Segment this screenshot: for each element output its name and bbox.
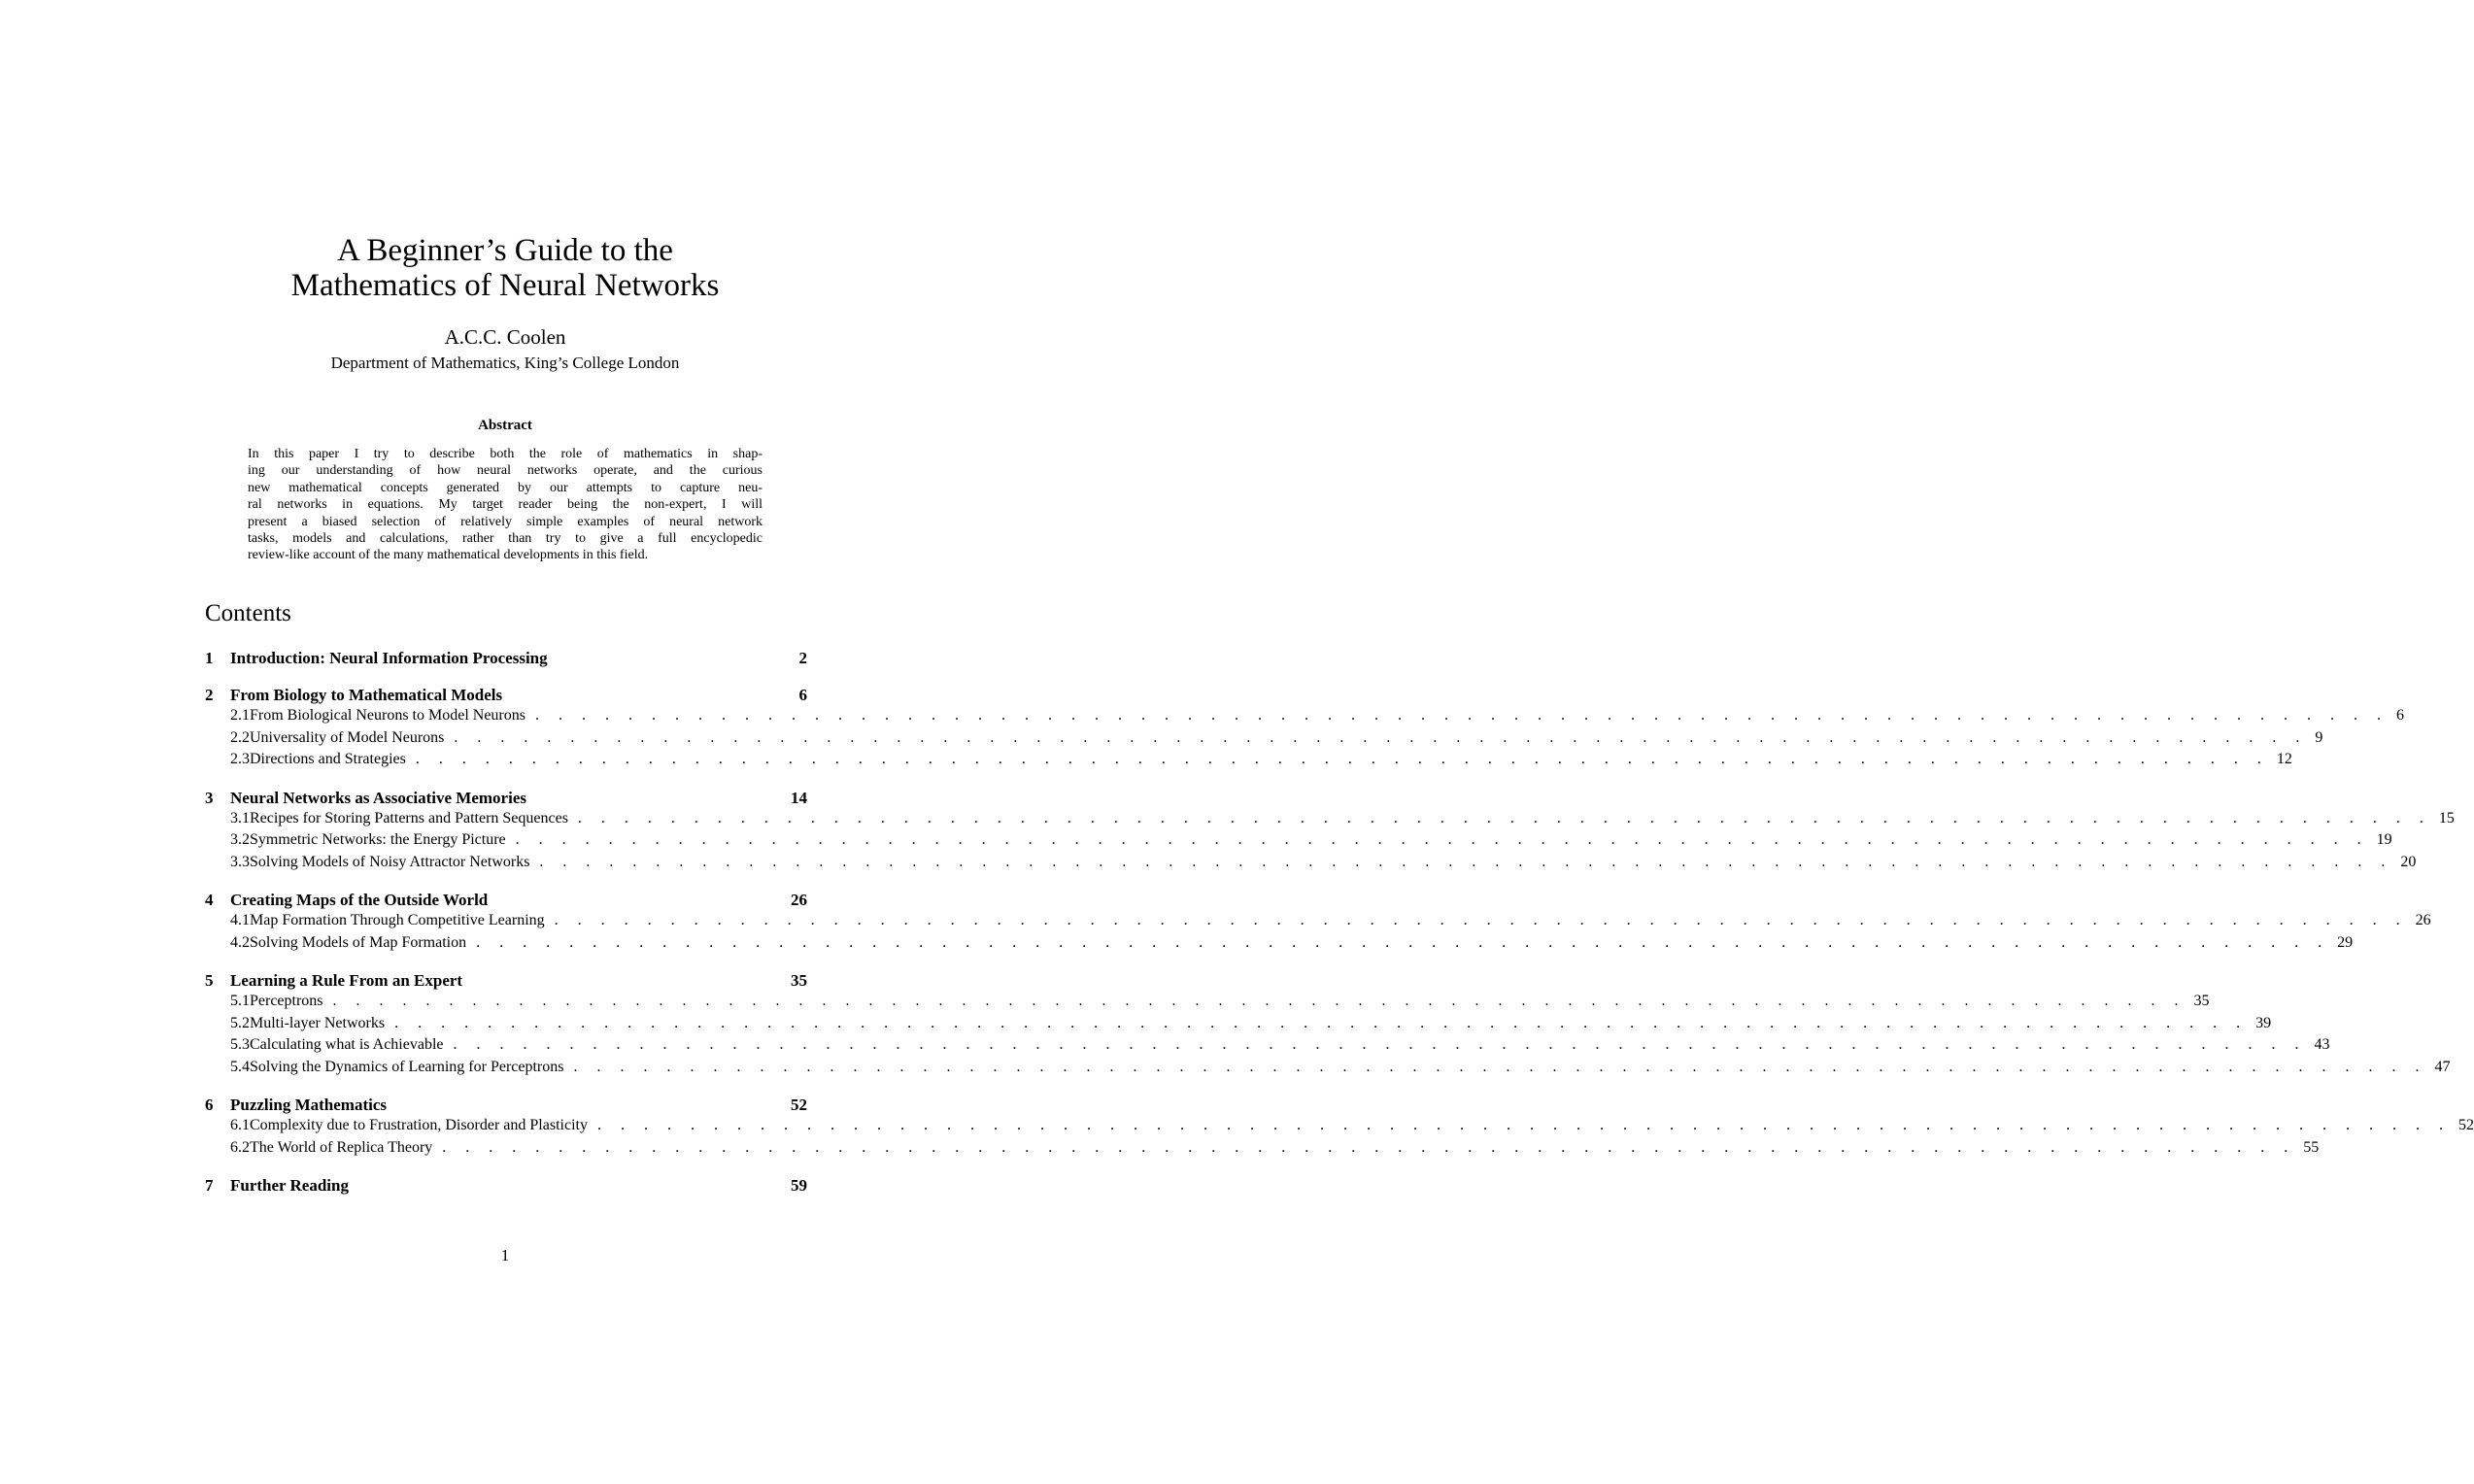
toc-leader-dots: . . . . . . . . . . . . . . . . . . . . . . . . . . . . . . . . . . . . . . . . . . . . . . . . . . . . . . . . . . . . . . . . . . . . . . . . . . . . . . . . [554,912,2408,928]
author-affiliation: Department of Mathematics, King’s College London [330,354,680,372]
toc-section-page: 35 [791,971,807,990]
toc-subsection-page: 12 [2276,751,2292,767]
toc-subsection-title: Perceptrons [250,993,323,1009]
toc-section-entry[interactable] [205,1176,807,1197]
toc-subsection-entry[interactable] [205,751,2292,773]
toc-subsection-entry[interactable] [205,853,2417,876]
abstract-line: review-like account of the many mathematical developments in this field. [248,548,649,563]
toc-leader-dots: . . . . . . . . . . . . . . . . . . . . . . . . . . . . . . . . . . . . . . . . . . . . . . . . . . . . . . . . . . . . . . . . . . . . . . . . . . . . . . . . [332,993,2186,1009]
toc-leader-dots: . . . . . . . . . . . . . . . . . . . . . . . . . . . . . . . . . . . . . . . . . . . . . . . . . . . . . . . . . . . . . . . . . . . . . . . . . . . . . . . . [415,751,2269,767]
toc-subsection-page: 6 [2395,707,2404,724]
paper-title [194,233,816,303]
toc-subsection-title: Multi-layer Networks [250,1014,386,1031]
toc-subsection-entry[interactable] [205,993,2210,1015]
toc-section-number: 3 [205,788,214,807]
toc-leader-dots: . . . . . . . . . . . . . . . . . . . . . . . . . . . . . . . . . . . . . . . . . . . . . . . . . . . . . . . . . . . . . . . . . . . . . . . . . . . . . . . . [394,1014,2249,1031]
toc-subsection-number: 4.2 [230,933,250,951]
toc-subsection-title: Solving Models of Map Formation [250,933,467,951]
toc-section-title: Introduction: Neural Information Processing [230,649,548,667]
toc-leader-dots: . . . . . . . . . . . . . . . . . . . . . . . . . . . . . . . . . . . . . . . . . . . . . . . . . . . . . . . . . . . . . . . . . . . . . . . . . . . . . . . . [596,1117,2451,1133]
toc-subsection-title: Symmetric Networks: the Energy Picture [250,831,506,848]
title-line-2: Mathematics of Neural Networks [290,268,720,303]
toc-subsection-number: 6.1 [230,1117,250,1133]
toc-subsection-page: 39 [2255,1014,2272,1031]
toc-section-number: 4 [205,891,214,909]
toc-subsection-page: 55 [2303,1138,2320,1156]
toc-section-number: 1 [205,649,214,667]
toc-subsection-page: 26 [2415,912,2431,928]
toc-subsection-title: Recipes for Storing Patterns and Pattern Sequences [250,809,568,826]
toc-section-title: Further Reading [230,1176,349,1195]
toc-leader-dots: . . . . . . . . . . . . . . . . . . . . . . . . . . . . . . . . . . . . . . . . . . . . . . . . . . . . . . . . . . . . . . . . . . . . . . . . . . . . . . . . [534,707,2389,724]
contents-heading: Contents [205,600,291,626]
abstract-heading: Abstract [478,418,532,433]
toc-subsection-number: 6.2 [230,1138,250,1156]
toc-subsection-entry[interactable] [205,831,2392,854]
toc-leader-dots: . . . . . . . . . . . . . . . . . . . . . . . . . . . . . . . . . . . . . . . . . . . . . . . . . . . . . . . . . . . . . . . . . . . . . . . . . . . . . . . . [454,728,2308,746]
toc-section-title: Neural Networks as Associative Memories [230,788,526,807]
toc-subsection-number: 3.3 [230,853,250,870]
toc-subsection-page: 43 [2314,1036,2330,1053]
toc-section-page: 6 [798,686,807,704]
toc-subsection-entry[interactable] [205,1014,2272,1037]
toc-leader-dots: . . . . . . . . . . . . . . . . . . . . . . . . . . . . . . . . . . . . . . . . . . . . . . . . . . . . . . . . . . . . . . . . . . . . . . . . . . . . . . . . [515,831,2369,848]
toc-section-entry[interactable] [205,789,807,810]
toc-subsection-title: From Biological Neurons to Model Neurons [250,707,525,724]
toc-subsection-title: Directions and Strategies [250,751,406,767]
toc-subsection-entry[interactable] [205,1117,2474,1139]
toc-subsection-number: 5.3 [230,1036,250,1053]
toc-subsection-entry[interactable] [205,1036,2330,1059]
page-number: 1 [500,1246,510,1265]
title-line-1: A Beginner’s Guide to the [337,233,673,268]
toc-subsection-number: 2.2 [230,728,250,746]
toc-section-number: 5 [205,971,214,990]
toc-subsection-entry[interactable] [205,728,2323,752]
toc-subsection-title: Solving the Dynamics of Learning for Perceptrons [250,1058,564,1075]
toc-section-number: 7 [205,1176,214,1195]
toc-subsection-page: 15 [2438,809,2455,826]
toc-subsection-page: 29 [2337,933,2354,951]
toc-section [205,891,2431,956]
toc-section-page: 59 [791,1176,807,1195]
toc-section-page: 26 [791,891,807,909]
toc-subsection-page: 47 [2434,1058,2451,1075]
toc-subsection-number: 4.1 [230,912,250,928]
toc-subsection-entry[interactable] [205,933,2354,957]
toc-subsection-number: 5.4 [230,1058,250,1075]
toc-subsection-entry[interactable] [205,912,2431,934]
abstract-line: present a biased selection of relatively simple examples of neural network [248,514,763,529]
toc-leader-dots: . . . . . . . . . . . . . . . . . . . . . . . . . . . . . . . . . . . . . . . . . . . . . . . . . . . . . . . . . . . . . . . . . . . . . . . . . . . . . . . . [476,933,2330,951]
toc-section [205,686,2404,773]
toc-leader-dots: . . . . . . . . . . . . . . . . . . . . . . . . . . . . . . . . . . . . . . . . . . . . . . . . . . . . . . . . . . . . . . . . . . . . . . . . . . . . . . . . [577,809,2431,826]
toc-subsection-page: 9 [2315,728,2323,746]
toc-section-entry[interactable] [205,891,807,912]
toc-leader-dots: . . . . . . . . . . . . . . . . . . . . . . . . . . . . . . . . . . . . . . . . . . . . . . . . . . . . . . . . . . . . . . . . . . . . . . . . . . . . . . . . [442,1138,2296,1156]
toc-subsection-number: 5.2 [230,1014,250,1031]
toc-section-number: 6 [205,1096,214,1114]
toc-section-entry[interactable] [205,971,807,993]
toc-subsection-entry[interactable] [205,809,2455,832]
toc-leader-dots: . . . . . . . . . . . . . . . . . . . . . . . . . . . . . . . . . . . . . . . . . . . . . . . . . . . . . . . . . . . . . . . . . . . . . . . . . . . . . . . . [453,1036,2307,1053]
abstract-line: In this paper I try to describe both the role of mathematics in shap- [248,447,763,461]
toc-section-page: 14 [791,788,807,807]
toc-subsection-entry[interactable] [205,1058,2451,1081]
toc-section-title: From Biology to Mathematical Models [230,686,503,704]
toc-section-number: 2 [205,686,214,704]
toc-section-entry[interactable] [205,1096,807,1117]
toc-subsection-title: Map Formation Through Competitive Learning [250,912,545,928]
abstract-line: ing our understanding of how neural networks operate, and the curious [248,463,763,479]
toc-section-title: Creating Maps of the Outside World [230,891,489,909]
toc-subsection-entry[interactable] [205,1138,2320,1162]
toc-section-page: 52 [791,1096,807,1114]
table-of-contents [205,649,2474,1213]
toc-subsection-title: Universality of Model Neurons [250,728,445,746]
toc-subsection-number: 3.1 [230,809,250,826]
toc-section [205,788,2455,876]
toc-section-page: 2 [798,649,807,667]
toc-subsection-page: 20 [2400,853,2417,870]
toc-subsection-title: Solving Models of Noisy Attractor Networks [250,853,530,870]
abstract-line: tasks, models and calculations, rather than try to give a full encyclopedic [248,531,763,547]
toc-section [205,1176,807,1197]
toc-leader-dots: . . . . . . . . . . . . . . . . . . . . . . . . . . . . . . . . . . . . . . . . . . . . . . . . . . . . . . . . . . . . . . . . . . . . . . . . . . . . . . . . [539,853,2393,870]
toc-subsection-number: 2.3 [230,751,250,767]
toc-leader-dots: . . . . . . . . . . . . . . . . . . . . . . . . . . . . . . . . . . . . . . . . . . . . . . . . . . . . . . . . . . . . . . . . . . . . . . . . . . . . . . . . [573,1058,2427,1075]
toc-subsection-title: Calculating what is Achievable [250,1036,444,1053]
abstract-line: new mathematical concepts generated by our attempts to capture neu- [248,480,763,495]
abstract-body [248,446,763,564]
toc-subsection-title: Complexity due to Frustration, Disorder and Plasticity [250,1117,588,1133]
toc-section-title: Learning a Rule From an Expert [230,971,463,990]
toc-section-entry[interactable] [205,686,807,707]
toc-subsection-page: 35 [2193,993,2210,1009]
toc-section-entry[interactable] [205,649,807,670]
toc-subsection-number: 5.1 [230,993,250,1009]
toc-subsection-page: 52 [2457,1117,2474,1133]
toc-section-title: Puzzling Mathematics [230,1096,387,1114]
toc-section [205,971,2451,1080]
abstract-line: ral networks in equations. My target reader being the non-expert, I will [248,497,763,513]
toc-section [205,649,807,670]
toc-section [205,1096,2474,1161]
toc-subsection-entry[interactable] [205,707,2404,729]
toc-subsection-number: 2.1 [230,707,250,724]
author-name: A.C.C. Coolen [444,325,566,349]
toc-subsection-title: The World of Replica Theory [250,1138,433,1156]
toc-subsection-page: 19 [2376,831,2392,848]
toc-subsection-number: 3.2 [230,831,250,848]
